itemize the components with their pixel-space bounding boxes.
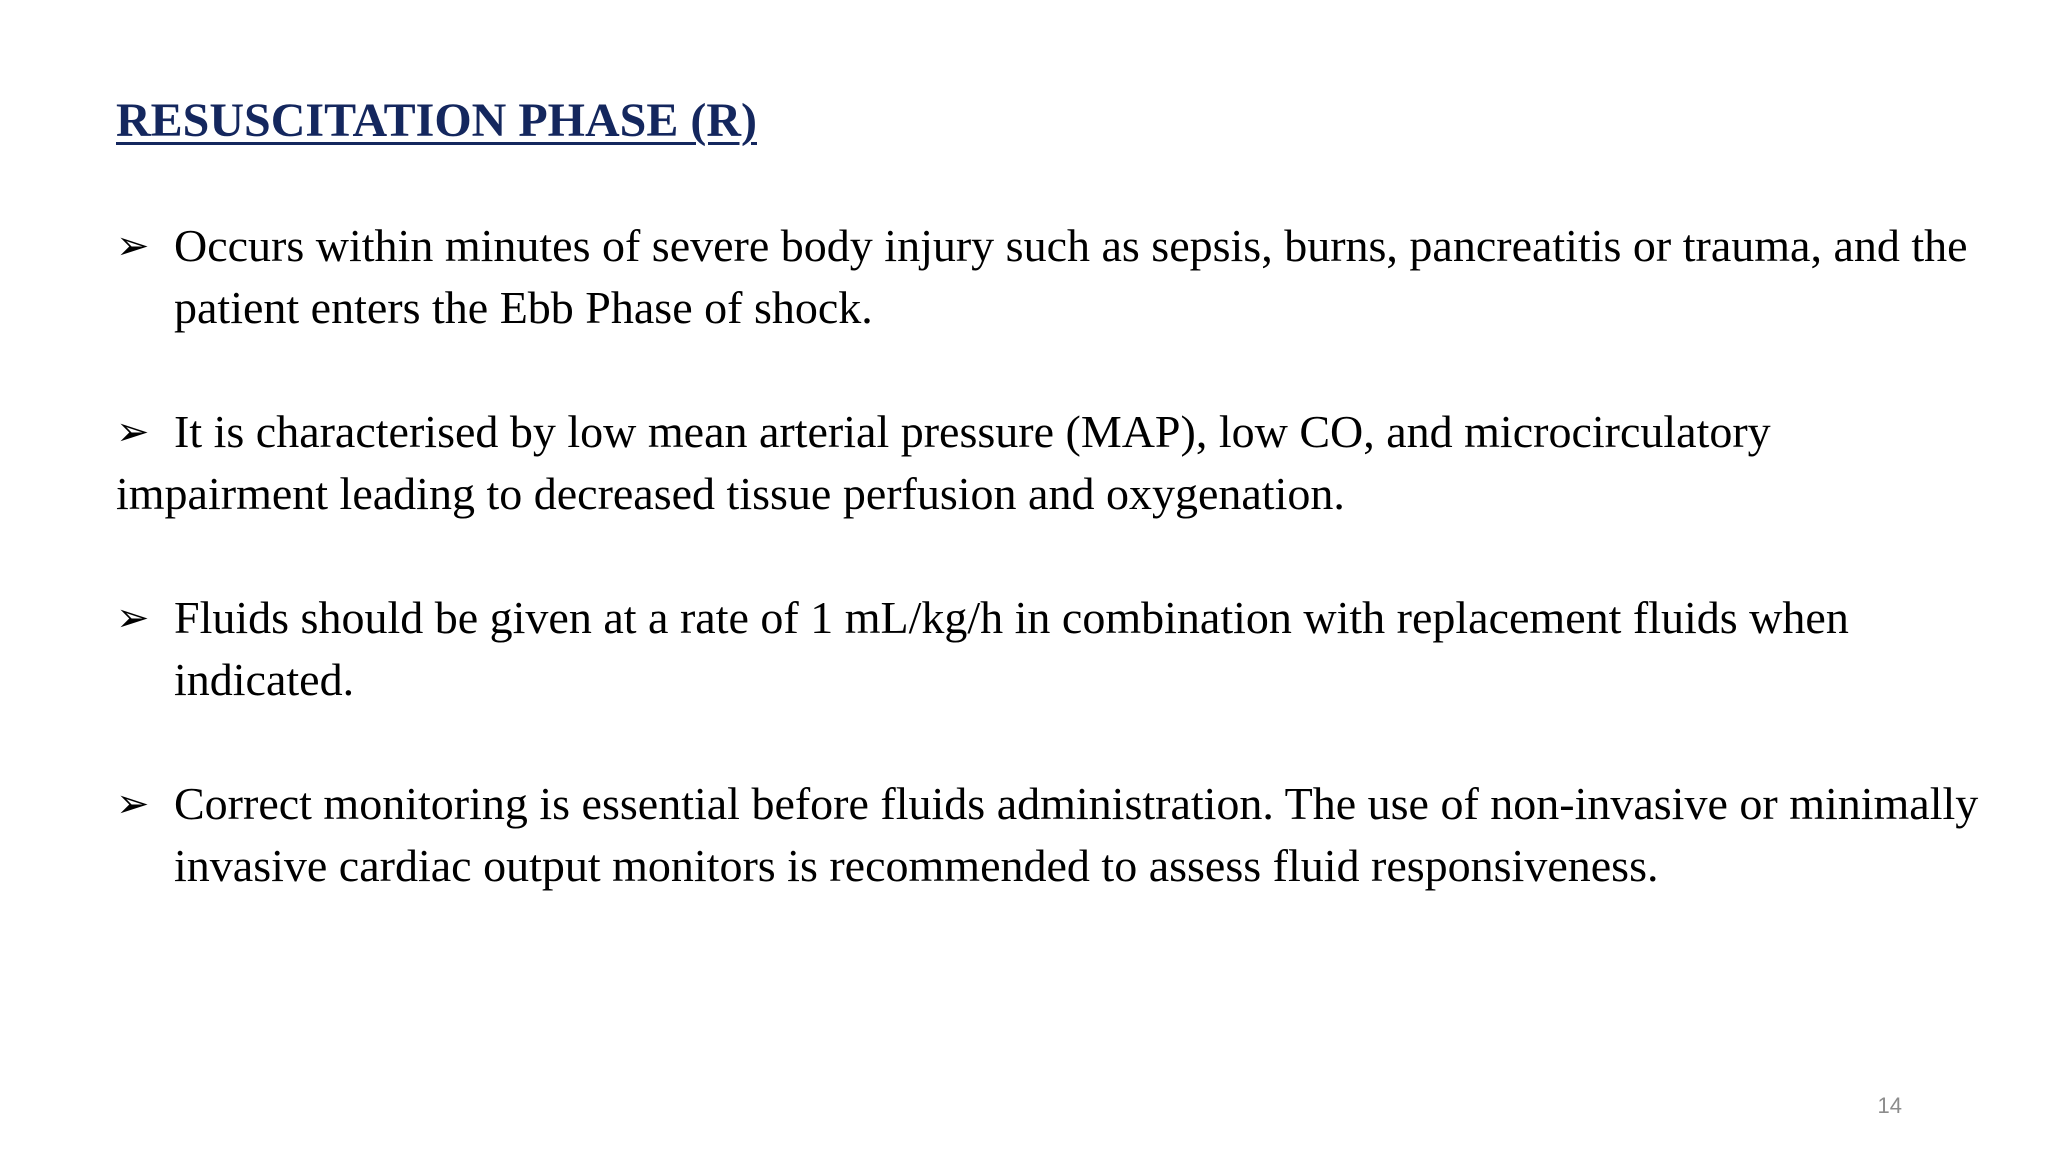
arrow-bullet-icon: ➢ <box>116 781 150 827</box>
bullet-item <box>116 215 2034 339</box>
bullet-text: Fluids should be given at a rate of 1 mL/kg/h in combination with replacement fluids when indicated. <box>174 592 1849 705</box>
slide-title: RESUSCITATION PHASE (R) <box>116 94 757 147</box>
bullet-item <box>116 587 2034 711</box>
bullet-text: It is characterised by low mean arterial pressure (MAP), low CO, and microcirculatory impairment leading to decreased tissue perfusion and oxygenation. <box>116 406 1771 519</box>
bullet-text: Occurs within minutes of severe body injury such as sepsis, burns, pancreatitis or trauma, and the patient enters the Ebb Phase of shock. <box>174 220 1968 333</box>
bullet-item <box>116 773 2034 897</box>
page-number: 14 <box>1877 1093 1902 1118</box>
bullet-item <box>116 401 1976 525</box>
arrow-bullet-icon: ➢ <box>116 223 150 269</box>
bullet-text: Correct monitoring is essential before fluids administration. The use of non-invasive or minimally invasive cardiac output monitors is recommended to assess fluid responsiveness. <box>174 778 1979 891</box>
arrow-bullet-icon: ➢ <box>116 409 150 455</box>
arrow-bullet-icon: ➢ <box>116 595 150 641</box>
